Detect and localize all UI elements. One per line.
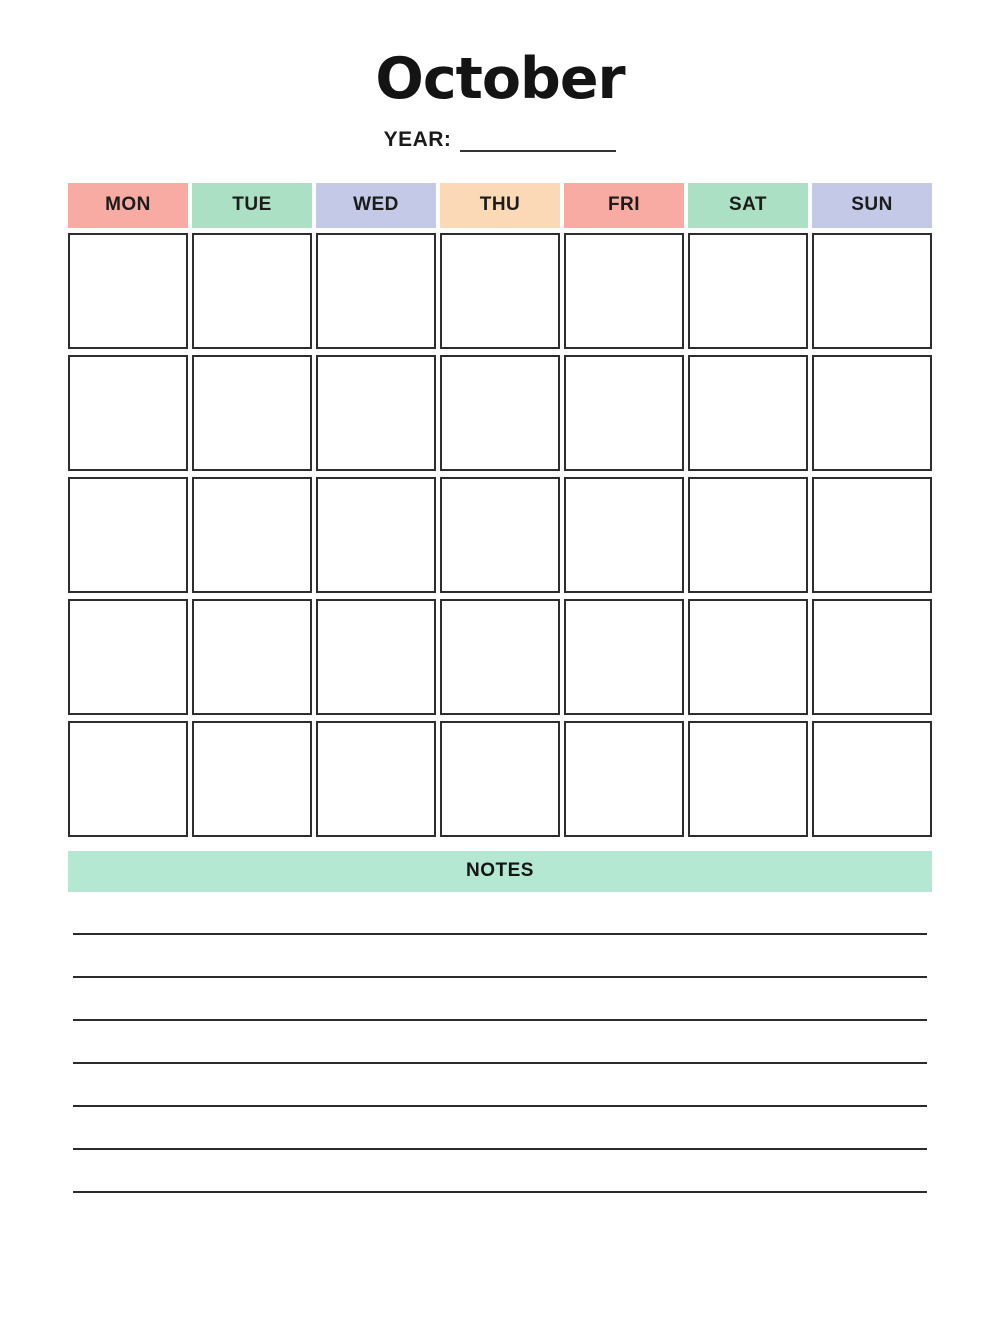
day-header-row: [68, 183, 932, 228]
day-header-thu: THU: [440, 183, 560, 228]
day-cell[interactable]: [564, 721, 684, 837]
day-cell[interactable]: [812, 233, 932, 349]
day-cell[interactable]: [688, 233, 808, 349]
day-cell[interactable]: [192, 721, 312, 837]
day-cell[interactable]: [688, 355, 808, 471]
day-cell[interactable]: [564, 355, 684, 471]
day-cell[interactable]: [812, 721, 932, 837]
day-cell[interactable]: [192, 355, 312, 471]
day-cell[interactable]: [564, 477, 684, 593]
notes-header-bar: [68, 851, 932, 892]
day-cell[interactable]: [192, 599, 312, 715]
note-line[interactable]: [73, 935, 927, 978]
year-label: YEAR:: [383, 127, 452, 151]
calendar: [68, 183, 932, 837]
note-line[interactable]: [73, 1064, 927, 1107]
page-title: October: [375, 46, 625, 112]
calendar-grid: [68, 233, 932, 837]
day-cell[interactable]: [440, 721, 560, 837]
day-cell[interactable]: [564, 233, 684, 349]
note-line[interactable]: [73, 1107, 927, 1150]
year-row: [0, 126, 1000, 152]
day-cell[interactable]: [68, 721, 188, 837]
day-cell[interactable]: [68, 233, 188, 349]
day-cell[interactable]: [440, 477, 560, 593]
day-cell[interactable]: [812, 599, 932, 715]
note-line[interactable]: [73, 1021, 927, 1064]
note-line[interactable]: [73, 1150, 927, 1193]
day-cell[interactable]: [564, 599, 684, 715]
day-cell[interactable]: [812, 477, 932, 593]
day-cell[interactable]: [440, 599, 560, 715]
day-cell[interactable]: [316, 477, 436, 593]
day-cell[interactable]: [440, 233, 560, 349]
day-cell[interactable]: [440, 355, 560, 471]
day-header-fri: FRI: [564, 183, 684, 228]
day-cell[interactable]: [316, 355, 436, 471]
day-header-wed: WED: [316, 183, 436, 228]
year-input-line[interactable]: [460, 131, 616, 152]
note-line[interactable]: [73, 978, 927, 1021]
day-cell[interactable]: [316, 599, 436, 715]
day-header-tue: TUE: [192, 183, 312, 228]
day-cell[interactable]: [316, 233, 436, 349]
day-cell[interactable]: [68, 477, 188, 593]
day-cell[interactable]: [68, 355, 188, 471]
notes-header-label: NOTES: [466, 860, 534, 882]
day-header-sun: SUN: [812, 183, 932, 228]
day-cell[interactable]: [812, 355, 932, 471]
note-line[interactable]: [73, 892, 927, 935]
day-cell[interactable]: [688, 477, 808, 593]
day-header-mon: MON: [68, 183, 188, 228]
day-cell[interactable]: [316, 721, 436, 837]
day-cell[interactable]: [68, 599, 188, 715]
day-cell[interactable]: [192, 233, 312, 349]
day-cell[interactable]: [192, 477, 312, 593]
day-header-sat: SAT: [688, 183, 808, 228]
notes-lines: [73, 892, 927, 1193]
day-cell[interactable]: [688, 721, 808, 837]
day-cell[interactable]: [688, 599, 808, 715]
